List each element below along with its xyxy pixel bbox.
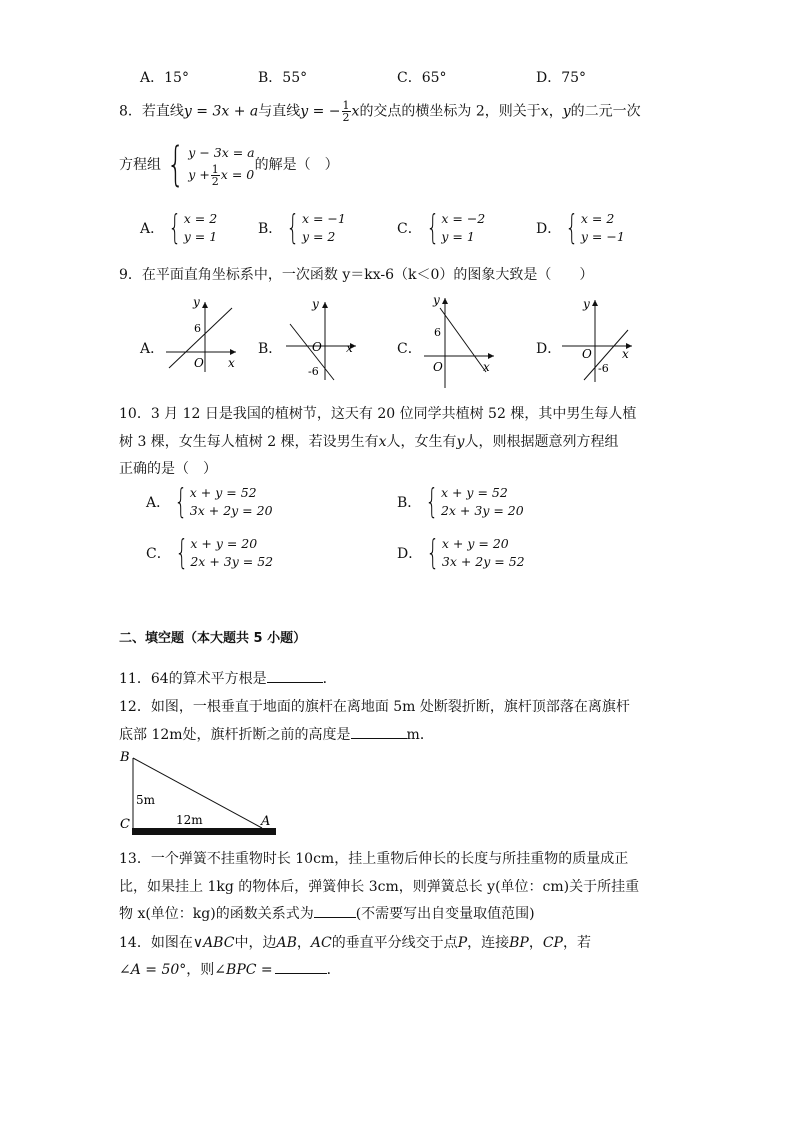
q13-answer-blank: [314, 917, 356, 918]
q7-option-b: B．55°: [258, 70, 308, 86]
x-label: x: [228, 356, 235, 370]
q9-graph-a: [160, 296, 240, 376]
q10-option-a: A． { x + y = 52 3x + 2y = 20: [146, 482, 273, 522]
point-b-label: B: [120, 750, 130, 765]
q12-answer-blank: [351, 738, 407, 739]
y-axis-arrow: [322, 302, 328, 308]
q10-option-d: D． { x + y = 20 3x + 2y = 52: [397, 533, 525, 573]
intercept-label: 6: [194, 322, 201, 335]
x-label: x: [346, 341, 353, 355]
q8-option-c: C． { x = −2 y = 1: [397, 208, 486, 248]
x-label: x: [483, 360, 490, 374]
horizontal-length-label: 12m: [176, 813, 203, 827]
q9-option-a-label: A．: [140, 341, 165, 357]
fraction-half: $\frac{1}{2}$: [342, 99, 350, 124]
q10-stem-line2: 树 3 棵，女生每人植树 2 棵，若设男生有x人，女生有y人，则根据题意列方程组: [119, 434, 619, 450]
origin-label: O: [312, 340, 322, 354]
q12-flagpole-figure: [116, 746, 282, 842]
ground-bar: [132, 828, 276, 835]
intercept-label: -6: [598, 362, 609, 375]
q12-stem-line2: 底部 12m处，旗杆折断之前的高度是 m．: [119, 727, 434, 743]
y-label: y: [312, 297, 319, 311]
q10-stem-line3: 正确的是（ ）: [119, 461, 217, 477]
q9-option-c-label: C．: [397, 341, 422, 357]
q13-stem-line3: 物 x(单位：kg)的函数关系式为 (不需要写出自变量取值范围): [119, 906, 535, 922]
q13-stem-line2: 比，如果挂上 1kg 的物体后，弹簧伸长 3cm，则弹簧总长 y(单位：cm)关于所挂重: [119, 879, 640, 895]
section-2-heading: 二、填空题（本大题共 5 小题）: [119, 631, 307, 646]
q13-stem-line1: 13．一个弹簧不挂重物时长 10cm，挂上重物后伸长的长度与所挂重物的质量成正: [119, 851, 629, 867]
intercept-label: 6: [434, 326, 441, 339]
point-a-label: A: [261, 814, 271, 829]
q10-stem-line1: 10．3 月 12 日是我国的植树节，这天有 20 位同学共植树 52 棵，其中男生每人植: [119, 406, 637, 422]
q8-option-b: B． { x = −1 y = 2: [258, 208, 346, 248]
q12-stem-line1: 12．如图，一根垂直于地面的旗杆在离地面 5m 处断裂折断，旗杆顶部落在离旗杆: [119, 699, 630, 715]
q8-option-a: A． { x = 2 y = 1: [140, 208, 218, 248]
x-label: x: [622, 347, 629, 361]
y-label: y: [193, 296, 200, 309]
q7-option-a: A．15°: [140, 70, 189, 86]
q7-option-d: D．75°: [536, 70, 587, 86]
origin-label: O: [194, 356, 204, 370]
q8-stem-line2: 方程组 { y − 3x = a y + $\frac{1}{2}$ x = 0 的解是（ ）: [119, 137, 339, 191]
q9-graph-c: [420, 292, 500, 388]
x-axis-arrow: [488, 353, 494, 359]
origin-label: O: [433, 360, 443, 374]
q9-option-d-label: D．: [536, 341, 562, 357]
vertical-length-label: 5m: [136, 793, 156, 807]
q10-option-b: B． { x + y = 52 2x + 3y = 20: [397, 482, 524, 522]
q11-answer-blank: [267, 682, 323, 683]
y-label: y: [433, 293, 440, 307]
q10-option-c: C． { x + y = 20 2x + 3y = 52: [146, 533, 274, 573]
x-axis-arrow: [230, 349, 236, 355]
q14-stem-line2: ∠A = 50°，则∠BPC = ．: [119, 962, 341, 978]
q14-stem-line1: 14．如图在∨ABC中，边AB，AC的垂直平分线交于点P，连接BP，CP，若: [119, 935, 591, 951]
intercept-label: -6: [308, 365, 319, 378]
q8-stem-line1: 8．若直线y = 3x + a与直线y = − $\frac{1}{2}$ x的交点的横坐标为 2，则关于x，y的二元一次: [119, 99, 641, 124]
q7-option-c: C．65°: [397, 70, 447, 86]
q9-option-b-label: B．: [258, 341, 283, 357]
q9-graph-b: [282, 296, 362, 382]
q8-option-d: D． { x = 2 y = −1: [536, 208, 625, 248]
y-axis-arrow: [442, 298, 448, 304]
y-axis-arrow: [202, 302, 208, 308]
origin-label: O: [582, 347, 592, 361]
q14-answer-blank: [275, 973, 327, 974]
q8-equation-system: { y − 3x = a y + $\frac{1}{2}$ x = 0: [166, 137, 255, 191]
y-label: y: [583, 297, 590, 311]
q9-graph-d: [558, 294, 638, 384]
q11-stem: 11．64的算术平方根是 ．: [119, 671, 337, 687]
point-c-label: C: [120, 817, 130, 832]
y-axis-arrow: [592, 300, 598, 306]
function-line: [440, 308, 486, 372]
q9-stem: 9．在平面直角坐标系中，一次函数 y＝kx-6（k＜0）的图象大致是（ ）: [119, 267, 594, 283]
